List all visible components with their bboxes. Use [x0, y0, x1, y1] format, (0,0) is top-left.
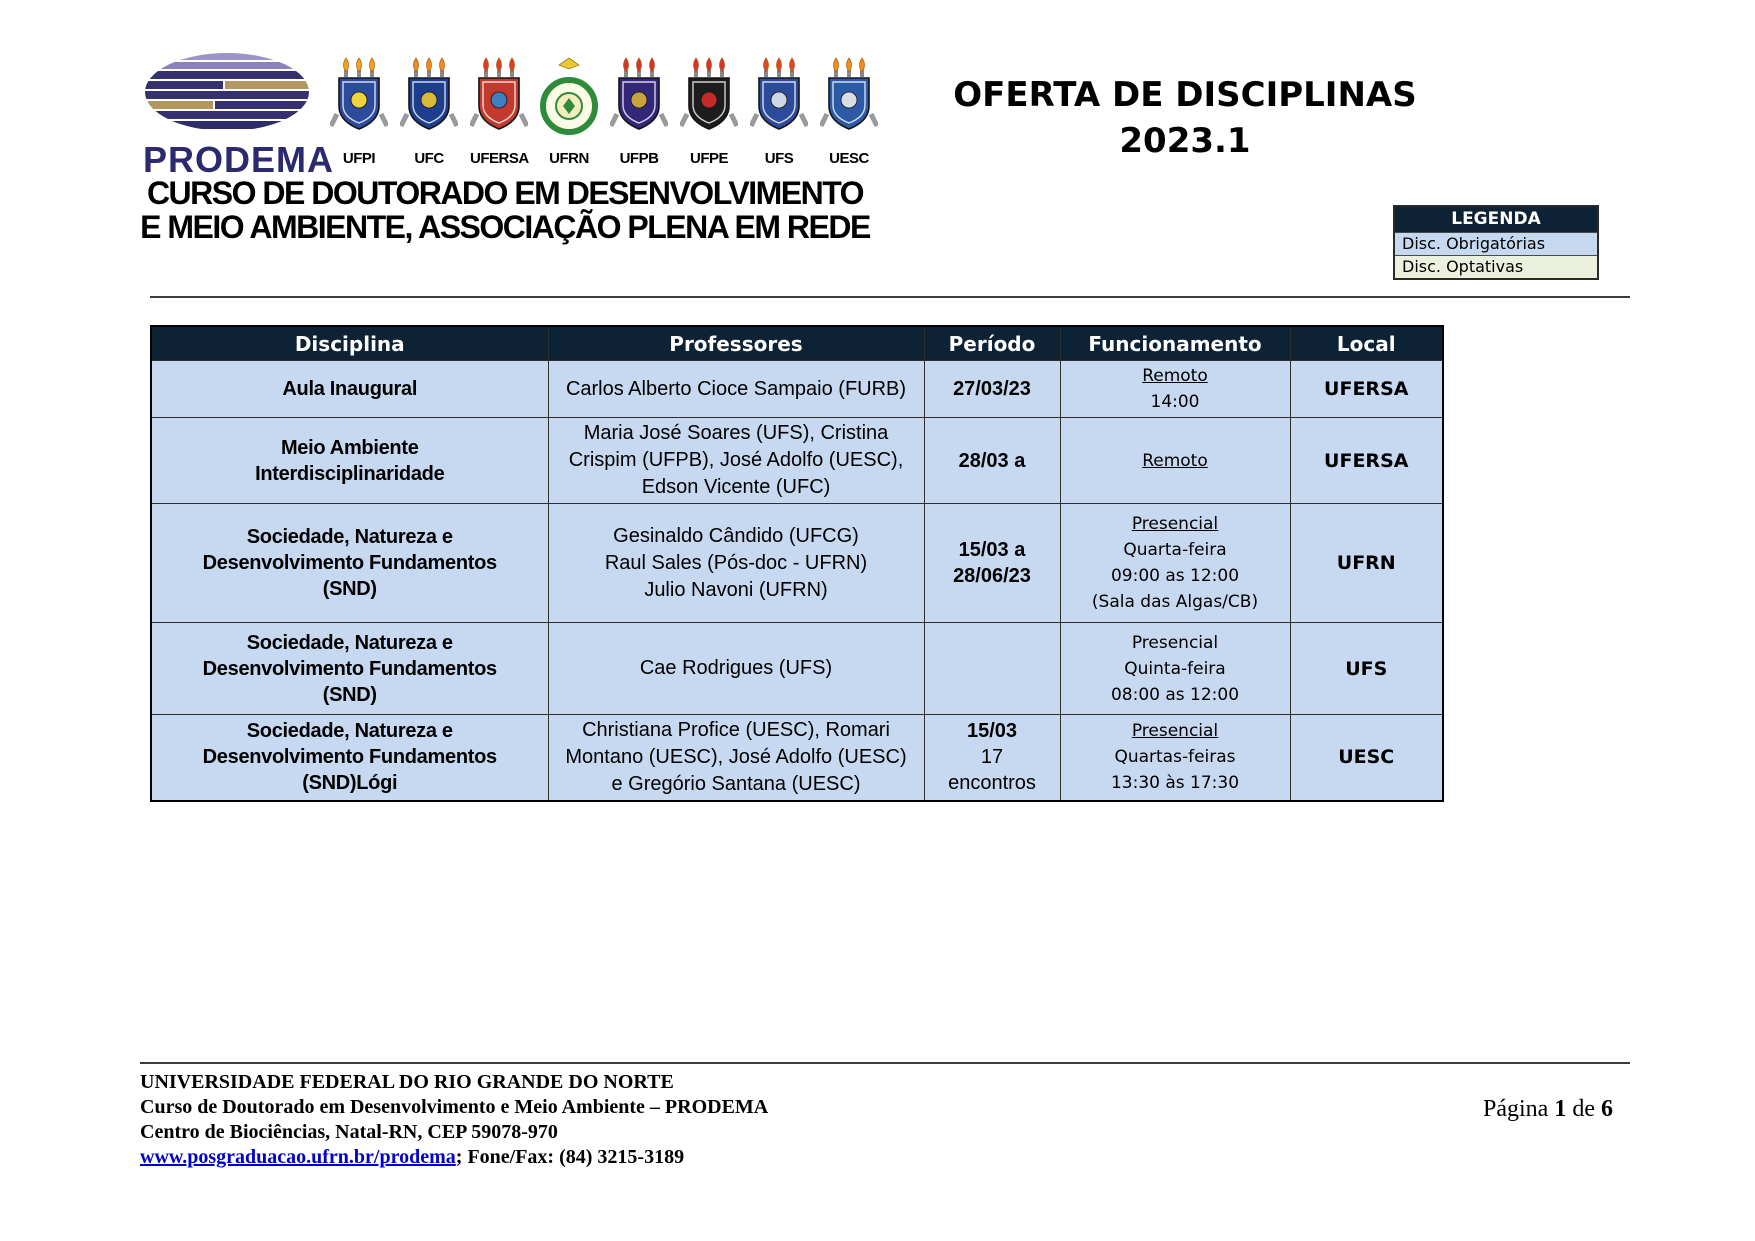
footer-university: UNIVERSIDADE FEDERAL DO RIO GRANDE DO NORTE: [140, 1071, 674, 1093]
cell-local: UFS: [1290, 623, 1443, 715]
footer-contact: [140, 1145, 768, 1170]
crest-label: UFPI: [342, 150, 376, 167]
cell-funcionamento: Remoto 14:00: [1060, 361, 1290, 418]
cell-local: UESC: [1290, 715, 1443, 801]
table-row: [151, 623, 1443, 715]
cell-professores: Christiana Profice (UESC), Romari Montano (UESC), José Adolfo (UESC) e Gregório Santana (UESC): [548, 715, 924, 801]
table-row: [151, 361, 1443, 418]
table-row: [151, 418, 1443, 504]
footer-address: Centro de Biociências, Natal-RN, CEP 59078-970: [140, 1121, 558, 1143]
cell-professores: Gesinaldo Cândido (UFCG) Raul Sales (Pós-doc - UFRN) Julio Navoni (UFRN): [548, 504, 924, 623]
cell-disciplina: Sociedade, Natureza e Desenvolvimento Fundamentos (SND): [151, 504, 548, 623]
footer-phone: ; Fone/Fax: (84) 3215-3189: [455, 1146, 685, 1168]
cell-professores: Carlos Alberto Cioce Sampaio (FURB): [548, 361, 924, 418]
course-offer-table: [150, 325, 1444, 802]
university-crest-ufpe: [680, 56, 738, 167]
university-crest-ufpb: [610, 56, 668, 167]
crest-icon-ufpe: [680, 56, 738, 144]
cell-disciplina: Sociedade, Natureza e Desenvolvimento Fundamentos (SND)Lógi: [151, 715, 548, 801]
column-header-disciplina: Disciplina: [151, 326, 548, 361]
column-header-professores: Professores: [548, 326, 924, 361]
column-header-periodo: Período: [924, 326, 1060, 361]
legend-item-1: Disc. Optativas: [1395, 255, 1597, 278]
crest-label: UFC: [414, 150, 444, 167]
university-crest-ufrn: [540, 56, 598, 167]
footer-divider: [140, 1062, 1630, 1064]
university-crest-row: [330, 56, 878, 167]
page-current: 1: [1554, 1096, 1567, 1122]
prodema-website-link[interactable]: www.posgraduacao.ufrn.br/prodema: [140, 1146, 456, 1168]
page-number: Página 1 de 6: [1483, 1096, 1613, 1122]
crest-icon-ufersa: [470, 56, 528, 144]
cell-disciplina: Meio Ambiente Interdisciplinaridade: [151, 418, 548, 504]
legend: [1393, 205, 1599, 280]
footer-course: Curso de Doutorado em Desenvolvimento e Meio Ambiente – PRODEMA: [140, 1096, 769, 1118]
subtitle-line-2: E MEIO AMBIENTE, ASSOCIAÇÃO PLENA EM REDE: [140, 209, 870, 245]
table-row: [151, 504, 1443, 623]
course-subtitle: [120, 176, 890, 244]
crest-label: UESC: [829, 150, 869, 167]
cell-periodo: 27/03/23: [924, 361, 1060, 418]
legend-items: [1395, 232, 1597, 278]
cell-funcionamento: Presencial Quarta-feira 09:00 as 12:00 (Sala das Algas/CB): [1060, 504, 1290, 623]
crest-label: UFPE: [689, 150, 728, 167]
crest-icon-ufrn: [540, 56, 598, 144]
cell-local: UFERSA: [1290, 361, 1443, 418]
cell-funcionamento: Presencial Quartas-feiras 13:30 às 17:30: [1060, 715, 1290, 801]
cell-periodo: 15/03 a 28/06/23: [924, 504, 1060, 623]
cell-funcionamento: Presencial Quinta-feira 08:00 as 12:00: [1060, 623, 1290, 715]
cell-disciplina: Sociedade, Natureza e Desenvolvimento Fundamentos (SND): [151, 623, 548, 715]
cell-disciplina: Aula Inaugural: [151, 361, 548, 418]
prodema-wordmark: PRODEMA: [143, 139, 335, 180]
crest-label: UFERSA: [470, 150, 529, 167]
crest-icon-ufs: [750, 56, 808, 144]
university-crest-uesc: [820, 56, 878, 167]
column-header-local: Local: [1290, 326, 1443, 361]
cell-local: UFERSA: [1290, 418, 1443, 504]
cell-periodo: [924, 623, 1060, 715]
crest-icon-ufpb: [610, 56, 668, 144]
prodema-globe-icon: [143, 52, 311, 132]
university-crest-ufpi: [330, 56, 388, 167]
university-crest-ufc: [400, 56, 458, 167]
top-divider: [150, 296, 1630, 298]
cell-funcionamento: Remoto: [1060, 418, 1290, 504]
cell-local: UFRN: [1290, 504, 1443, 623]
document-title: [900, 72, 1470, 164]
crest-label: UFS: [764, 150, 794, 167]
table-row: [151, 715, 1443, 801]
legend-item-0: Disc. Obrigatórias: [1395, 232, 1597, 255]
university-crest-ufs: [750, 56, 808, 167]
cell-professores: Maria José Soares (UFS), Cristina Crispim (UFPB), José Adolfo (UESC), Edson Vicente (UFC): [548, 418, 924, 504]
footer: [140, 1070, 768, 1170]
crest-label: UFRN: [549, 150, 589, 167]
column-header-funcionamento: Funcionamento: [1060, 326, 1290, 361]
table-header-row: [151, 326, 1443, 361]
cell-periodo: 15/03 17 encontros: [924, 715, 1060, 801]
legend-title: LEGENDA: [1395, 207, 1597, 232]
page-total: 6: [1601, 1096, 1613, 1122]
cell-professores: Cae Rodrigues (UFS): [548, 623, 924, 715]
crest-icon-ufpi: [330, 56, 388, 144]
crest-icon-uesc: [820, 56, 878, 144]
university-crest-ufersa: [470, 56, 528, 167]
cell-periodo: 28/03 a: [924, 418, 1060, 504]
title-line-2: 2023.1: [1119, 121, 1251, 161]
crest-icon-ufc: [400, 56, 458, 144]
prodema-logo: [143, 52, 335, 181]
title-line-1: OFERTA DE DISCIPLINAS: [953, 75, 1417, 115]
crest-label: UFPB: [619, 150, 659, 167]
subtitle-line-1: CURSO DE DOUTORADO EM DESENVOLVIMENTO: [146, 175, 864, 211]
